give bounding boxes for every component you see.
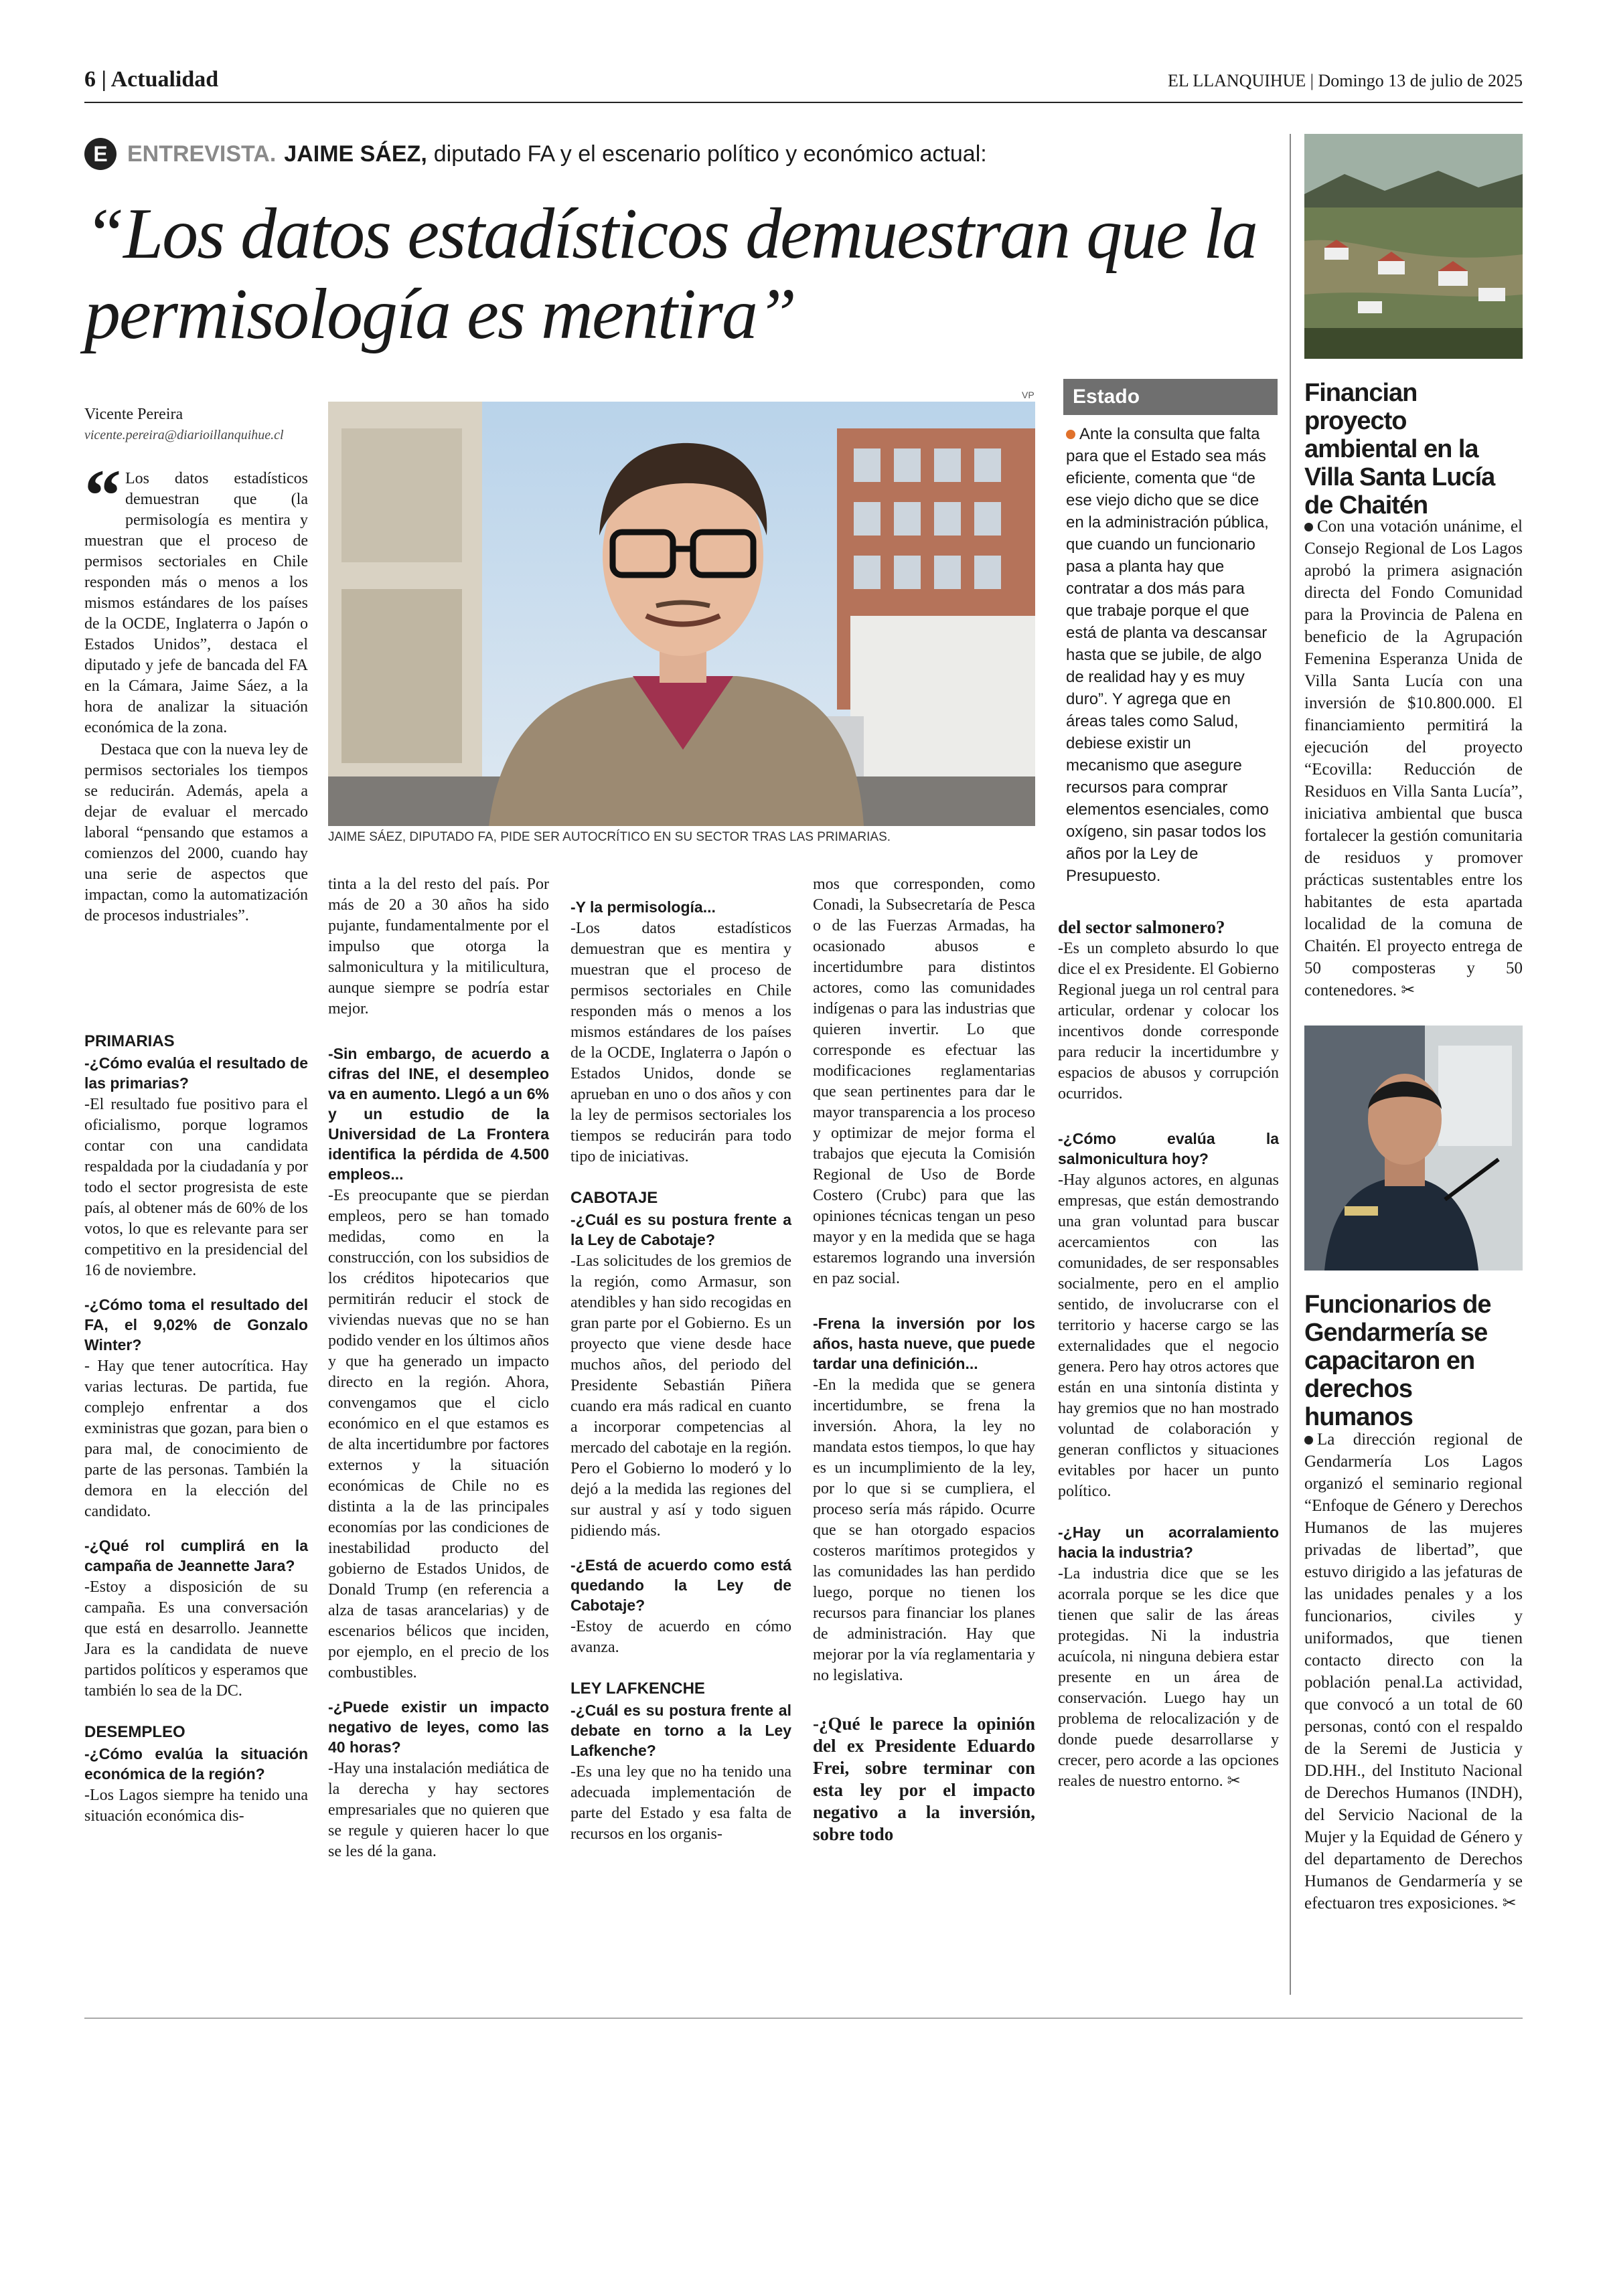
answer: -Es una ley que no ha tenido una adecuada implementación de parte del Estado y esa falta de recursos en los organis- — [570, 1763, 791, 1843]
estado-text — [1063, 415, 1278, 895]
end-mark-icon: ✂ — [1227, 1773, 1241, 1790]
answer: -El resultado fue positivo para el oficialismo, porque logramos contar con una candidata respaldada por la ciudadanía y por todo el sector progresista de este país, al obtener más de 60% de los votos, lo que es relevante para ser competitivo en la presidencial del 16 de noviembre. — [84, 1096, 308, 1279]
section-heading-ley-lafkenche: LEY LAFKENCHE — [570, 1679, 705, 1698]
article-column-4 — [813, 874, 1035, 1847]
masthead-date: EL LLANQUIHUE | Domingo 13 de julio de 2025 — [1168, 71, 1523, 90]
question: -¿Cuál es su postura frente al debate en torno a la Ley Lafkenche? — [570, 1702, 791, 1759]
question: -¿Cuál es su postura frente a la Ley de Cabotaje? — [570, 1211, 791, 1248]
estado-body: Ante la consulta que falta para que el Estado sea más eficiente, comenta que “de ese viejo dicho que se dice en la administración pública, que cuando un funcionario pasa a planta hay que contratar a dos más para que trabaje porque el que está de planta va descansar hasta que se jubile, de algo de realidad hay y es muy duro”. Y agrega que en áreas tales como Salud, debiese existir un mecanismo que asegure recursos para comprar elementos esenciales, como oxígeno, sin pasar todos los años por la Ley de Presupuesto. — [1066, 425, 1269, 885]
interview-badge-icon: E — [84, 138, 117, 170]
byline-author: Vicente Pereira — [84, 406, 183, 423]
answer: - Hay que tener autocrítica. Hay varias lecturas. De partida, fue complejo enfrentar a dos exministras que gozan, para bien o para mal, de conocimiento de parte de las personas. También la demora en la elección del candidato. — [84, 1358, 308, 1520]
kicker — [84, 134, 987, 174]
kicker-label: ENTREVISTA. — [127, 141, 277, 167]
answer: -Estoy a disposición de su campaña. Es una conversación que está en desarrollo. Jeannette Jara es la candidata de nueve partidos políticos y esperamos que también lo sea de la DC. — [84, 1578, 308, 1700]
intro-paragraph-2: Destaca que con la nueva ley de permisos sectoriales los tiempos se reducirán. Además, apela a dejar de evaluar el mercado laboral “pensando que estamos a comienzos del 2000, cuando hay una serie de aspectos que impactan, como la automatización de procesos industriales”. — [84, 741, 308, 924]
side-story-2-text: La dirección regional de Gendarmería Los Lagos organizó el seminario regional “Enfoque de Género y Derechos Humanos de las mujeres privadas de libertad”, que estuvo dirigido a las jefaturas de las unidades penales y a los funcionarios, civiles y uniformados, que tienen contacto directo con la población penal.La actividad, que convocó a un total de 60 personas, contó con el respaldo de la Seremi de Justicia y DD.HH., del Instituto Nacional de Derechos Humanos (INDH), del Servicio Nacional de la Mujer y la Equidad de Género y del departamento de Derechos Humanos de Gendarmería y se efectuaron tres exposiciones. ✂ — [1304, 1430, 1523, 1912]
question: -¿Puede existir un impacto negativo de leyes, como las 40 horas? — [328, 1698, 549, 1756]
article-column-1 — [84, 1031, 308, 1828]
photo-credit: VP — [1022, 390, 1035, 400]
article-column-2 — [328, 874, 549, 1864]
section-heading-desempleo: DESEMPLEO — [84, 1723, 185, 1741]
answer: -Hay algunos actores, en algunas empresas, que están demostrando una gran voluntad para buscar acercamientos con las comunidades, de ser responsables socialmente, pero en el amplio sentido, de involucrarse con el territorio y hacerse cargo se las externalidades que el negocio genera. Pero hay otros actores que están en una sintonía distinta y hay gremios que no han mostrado voluntad de colaboración y generan conflictos y situaciones evitables por hacer un punto político. — [1058, 1171, 1279, 1500]
byline — [84, 406, 284, 443]
question: -¿Cómo evalúa la situación económica de la región? — [84, 1745, 308, 1783]
side-photo-villa — [1304, 134, 1523, 359]
kicker-name: JAIME SÁEZ, — [284, 141, 427, 167]
end-mark-icon: ✂ — [1401, 981, 1415, 999]
question: -Y la permisología... — [570, 898, 716, 916]
answer: mos que corresponden, como Conadi, la Subsecretaría de Pesca o de las Fuerzas Armadas, ha ocasionado abusos e incertidumbre para distintos actores, como las comunidades indígenas o para las industrias que quieren invertir. Lo que corresponde es efectuar las modificaciones reglamentarias que sean pertinentes para dar le mayor transparencia a los proceso y optimizar de mejor forma el trabajos que ejecuta la Comisión Regional de Uso de Borde Costero (Crubc) para que las opiniones técnicas tengan un peso mayor y en la medida que se haga estaremos logrando una inversión en paz social. — [813, 876, 1035, 1287]
question: -Frena la inversión por los años, hasta nueve, que puede tardar una definición... — [813, 1315, 1035, 1372]
answer: -Es preocupante que se pierdan empleos, pero se han tomado medidas, como en la construcción, con los subsidios de los créditos hipotecarios que permitirán reducir el stock de viviendas nuevas que no se han podido vender en los últimos años y que ha generado un impacto directo en la región. Ahora, convengamos que el ciclo económico en el que estamos es de alta incertidumbre por factores externos y la situación económicas de Chile no es distinta a la de las principales economías por las condiciones de inestabilidad producto del gobierno de Estados Unidos, de Donald Trump (en referencia a alza de tasas arancelarias) y de escenarios bélicos que inciden, por ejemplo, en el precio de los combustibles. — [328, 1187, 549, 1682]
side-story-1-text: Con una votación unánime, el Consejo Regional de Los Lagos aprobó la primera asignación directa del Fondo Comunidad para la Provincia de Palena en beneficio de la Agrupación Femenina Esperanza Unida de Villa Santa Lucía con una inversión de $10.800.000. El financiamiento permitirá la ejecución del proyecto “Ecovilla: Reducción de Residuos en Villa Santa Lucía”, iniciativa ambiental que busca fortalecer la gestión comunitaria de residuos y promover prácticas sustentables entre los habitantes de esta apartada localidad de la comuna de Chaitén. El proyecto entrega de 50 composteras y 50 contenedores. ✂ — [1304, 517, 1523, 999]
answer: -Los datos estadísticos demuestran que es mentira y muestran que el proceso de permisos sectoriales en Chile responden más o menos a los mismos estándares de los países de la OCDE, Inglaterra o Japón o Estados Unidos, donde se aprueban en uno o dos años y con la ley de permisos sectoriales los tiempos se reducirán para todo tipo de iniciativas. — [570, 920, 791, 1165]
question: -¿Cómo evalúa la salmonicultura hoy? — [1058, 1130, 1279, 1167]
bullet-dot-icon — [1066, 430, 1075, 439]
drop-quote-icon: “ — [84, 455, 121, 536]
bullet-dot-icon — [1304, 1436, 1313, 1445]
footer-divider — [84, 2018, 1523, 2019]
section-heading-primarias: PRIMARIAS — [84, 1032, 175, 1050]
answer: -Las solicitudes de los gremios de la región, como Armasur, son atendibles y han sido recogidas en gran parte por el Gobierno. Es un proyecto que viene desde hace muchos años, del periodo del Presidente Sebastián Piñera cuando era más radical en cuanto a incorporar competencias al mercado del cabotaje en la región. Pero el Gobierno lo moderó y lo dejó a la medida las regiones del sur austral y así y todo siguen pidiendo más. — [570, 1252, 791, 1540]
column-divider — [1290, 134, 1291, 1995]
answer: -Es un completo absurdo lo que dice el ex Presidente. El Gobierno Regional juega un rol central para articular, ordenar y colocar los incentivos donde corresponde para reducir la incertidumbre y espacios de abusos y corrupción ocurridos. — [1058, 940, 1279, 1102]
question: -Sin embargo, de acuerdo a cifras del INE, el desempleo va en aumento. Llegó a un 6% y un estudio de la Universidad de La Frontera identifica la pérdida de 4.500 empleos... — [328, 1045, 549, 1183]
estado-title: Estado — [1063, 379, 1278, 415]
question: -¿Está de acuerdo como está quedando la Ley de Cabotaje? — [570, 1556, 791, 1614]
question: -¿Hay un acorralamiento hacia la industria? — [1058, 1524, 1279, 1561]
answer: -Hay una instalación mediática de la derecha y hay sectores empresariales que no quieren que se regule y quieren hacer lo que se les dé la gana. — [328, 1760, 549, 1860]
kicker-description: diputado FA y el escenario político y económico actual: — [433, 141, 987, 167]
article-column-5 — [1058, 917, 1279, 1793]
answer: tinta a la del resto del país. Por más de 20 a 30 años ha sido pujante, fundamentalmente por el impulso que otorga la salmonicultura y la mitilicultura, aunque siempre se podría estar mejor. — [328, 876, 549, 1017]
interview-photo — [328, 402, 1035, 826]
estado-sidebar — [1063, 379, 1278, 885]
end-mark-icon: ✂ — [1502, 1894, 1517, 1912]
section-heading-cabotaje: CABOTAJE — [570, 1189, 658, 1207]
answer: -Los Lagos siempre ha tenido una situación económica dis- — [84, 1787, 308, 1825]
answer: -Estoy de acuerdo en cómo avanza. — [570, 1618, 791, 1656]
byline-email: vicente.pereira@diarioillanquihue.cl — [84, 428, 284, 442]
headline: “Los datos estadísticos demuestran que la permisología es mentira” — [84, 194, 1257, 354]
page-section-label: 6 | Actualidad — [84, 67, 219, 92]
intro-paragraph-1: “ Los datos estadísticos demuestran que (la permisología es mentira y muestran que el proceso de permisos sectoriales en Chile responden más o menos a los mismos estándares de los países de la OCDE, Inglaterra o Japón o Estados Unidos”, destaca el diputado y jefe de bancada del FA en la Cámara, Jaime Sáez, a la hora de analizar la situación económica de la zona. — [84, 455, 308, 736]
question: -¿Cómo toma el resultado del FA, el 9,02% de Gonzalo Winter? — [84, 1296, 308, 1354]
question: -¿Qué le parece la opinión del ex Presidente Eduardo Frei, sobre terminar con esta ley por el impacto negativo a la inversión, sobre todo — [813, 1714, 1035, 1844]
intro-column — [84, 455, 308, 928]
bullet-dot-icon — [1304, 523, 1313, 531]
question: -¿Qué rol cumplirá en la campaña de Jeannette Jara? — [84, 1537, 308, 1574]
question: -¿Cómo evalúa el resultado de las primarias? — [84, 1054, 308, 1092]
side-headline-1: Financian proyecto ambiental en la Villa Santa Lucía de Chaitén — [1304, 379, 1495, 519]
answer: -La industria dice que se les acorrala porque se les dice que tienen que salir de las áreas protegidas. Ni la industria acuícola, ni ninguna debiera estar presente en un área de conservación. Luego hay un problema de relocalización y de donde puede desarrollarse y crecer, pero acorde a las opciones reales de nuestro entorno. ✂ — [1058, 1565, 1279, 1790]
article-column-3 — [570, 897, 791, 1846]
question: del sector salmonero? — [1058, 917, 1225, 937]
answer: -En la medida que se genera incertidumbre, se frena la inversión. Ahora, la ley no mandata estos tiempos, lo que hay es un incumplimiento de la ley, por lo que si se cumpliera, el proceso sería más rápido. Ocurre que se han otorgado espacios costeros marítimos protegidos y las comunidades las han perdido luego, porque no tienen los recursos para financiar los planes de administración. Hay que mejorar por la vía reglamentaria y no legislativa. — [813, 1376, 1035, 1684]
header-divider — [84, 102, 1523, 103]
side-photo-gendarmeria — [1304, 1026, 1523, 1270]
side-headline-2: Funcionarios de Gendarmería se capacitaron en derechos humanos — [1304, 1291, 1491, 1431]
photo-caption: JAIME SÁEZ, DIPUTADO FA, PIDE SER AUTOCRÍTICO EN SU SECTOR TRAS LAS PRIMARIAS. — [328, 830, 891, 844]
